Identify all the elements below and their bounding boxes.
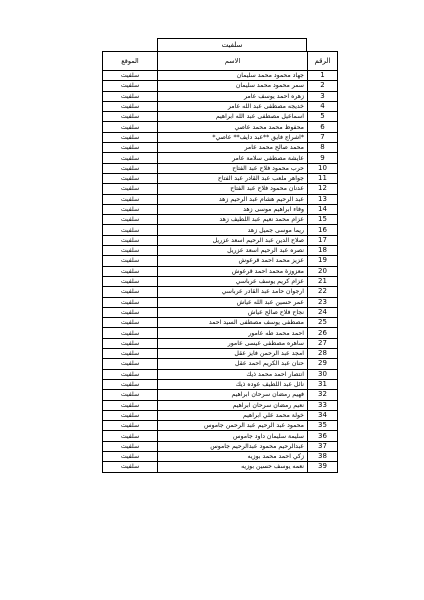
row-number: 12 <box>308 184 338 194</box>
table-body <box>103 71 338 473</box>
row-number: 14 <box>308 204 338 214</box>
row-number: 19 <box>308 256 338 266</box>
table-row <box>103 122 338 132</box>
row-name: محمود عبد الرحيم عبد الرحمن جاموس <box>158 421 308 431</box>
row-number: 21 <box>308 276 338 286</box>
row-number: 31 <box>308 379 338 389</box>
row-number: 10 <box>308 163 338 173</box>
row-name: نائل عبد اللطيف عوده ذيك <box>158 379 308 389</box>
row-number: 32 <box>308 390 338 400</box>
row-place: سلفيت <box>103 349 158 359</box>
row-name: نعيم رمضان سرحان ابراهيم <box>158 400 308 410</box>
row-place: سلفيت <box>103 204 158 214</box>
table-row <box>103 153 338 163</box>
header-place: الموقع <box>103 52 158 71</box>
row-number: 7 <box>308 132 338 142</box>
row-place: سلفيت <box>103 71 158 81</box>
table-row <box>103 359 338 369</box>
row-place: سلفيت <box>103 462 158 472</box>
row-place: سلفيت <box>103 184 158 194</box>
row-place: سلفيت <box>103 297 158 307</box>
row-number: 37 <box>308 441 338 451</box>
row-place: سلفيت <box>103 379 158 389</box>
row-name: عمر حسين عبد الله عياش <box>158 297 308 307</box>
table-row <box>103 101 338 111</box>
table-row <box>103 71 338 81</box>
row-name: امجد عبد الرحمن فايز عقل <box>158 349 308 359</box>
row-name: عدنان محمود فلاح عبد الفتاح <box>158 184 308 194</box>
row-place: سلفيت <box>103 143 158 153</box>
row-place: سلفيت <box>103 91 158 101</box>
row-place: سلفيت <box>103 173 158 183</box>
row-place: سلفيت <box>103 369 158 379</box>
row-number: 25 <box>308 318 338 328</box>
table-row <box>103 369 338 379</box>
table-row <box>103 287 338 297</box>
row-name: عبد الرحيم هشام عبد الرحيم زهد <box>158 194 308 204</box>
row-name: نصره عبد الرحيم اسعد عزريل <box>158 246 308 256</box>
row-number: 29 <box>308 359 338 369</box>
row-name: محفوظ محمد محمد عاصي <box>158 122 308 132</box>
row-name: احمد محمد طه عامور <box>158 328 308 338</box>
row-number: 33 <box>308 400 338 410</box>
row-name: زكي احمد محمد بوزيه <box>158 451 308 461</box>
table-row <box>103 132 338 142</box>
table-row <box>103 400 338 410</box>
row-place: سلفيت <box>103 132 158 142</box>
names-table <box>102 51 338 473</box>
row-place: سلفيت <box>103 328 158 338</box>
row-number: 18 <box>308 246 338 256</box>
row-name: عايشة مصطفى سلامة عامر <box>158 153 308 163</box>
table-row <box>103 112 338 122</box>
row-place: سلفيت <box>103 163 158 173</box>
row-place: سلفيت <box>103 410 158 420</box>
row-place: سلفيت <box>103 194 158 204</box>
row-name: حنان عبد الكريم احمد عقل <box>158 359 308 369</box>
row-number: 23 <box>308 297 338 307</box>
row-number: 30 <box>308 369 338 379</box>
row-number: 26 <box>308 328 338 338</box>
row-name: انتصار احمد محمد ذيك <box>158 369 308 379</box>
row-place: سلفيت <box>103 246 158 256</box>
row-number: 8 <box>308 143 338 153</box>
row-number: 5 <box>308 112 338 122</box>
table-row <box>103 143 338 153</box>
row-number: 17 <box>308 235 338 245</box>
row-name: خولة محمد علي ابراهيم <box>158 410 308 420</box>
table-row <box>103 390 338 400</box>
row-place: سلفيت <box>103 307 158 317</box>
row-number: 3 <box>308 91 338 101</box>
row-number: 35 <box>308 421 338 431</box>
row-number: 16 <box>308 225 338 235</box>
table-row <box>103 307 338 317</box>
row-place: سلفيت <box>103 338 158 348</box>
row-number: 38 <box>308 451 338 461</box>
table-row <box>103 256 338 266</box>
table-row <box>103 441 338 451</box>
row-name: سمر محمود محمد سليمان <box>158 81 308 91</box>
row-name: سليمة سليمان داود جاموس <box>158 431 308 441</box>
row-name: خديجه مصطفى عبد الله عامر <box>158 101 308 111</box>
row-name: حرب محمود فلاح عبد الفتاح <box>158 163 308 173</box>
row-number: 22 <box>308 287 338 297</box>
table-row <box>103 431 338 441</box>
table-row <box>103 338 338 348</box>
row-number: 39 <box>308 462 338 472</box>
table-row <box>103 215 338 225</box>
table-row <box>103 379 338 389</box>
group-title: سلفيت <box>157 38 307 51</box>
row-place: سلفيت <box>103 390 158 400</box>
table-header-row <box>103 52 338 71</box>
row-place: سلفيت <box>103 101 158 111</box>
table-row <box>103 81 338 91</box>
table-row <box>103 410 338 420</box>
row-name: صلاح الدين عبد الرحيم اسعد عزريل <box>158 235 308 245</box>
row-number: 24 <box>308 307 338 317</box>
row-name: ريما موسى جميل زهد <box>158 225 308 235</box>
row-number: 28 <box>308 349 338 359</box>
table-row <box>103 297 338 307</box>
row-name: عزيز محمد احمد قرعوش <box>158 256 308 266</box>
row-name: عبدالرحيم محمود عبدالرحيم جاموس <box>158 441 308 451</box>
row-number: 36 <box>308 431 338 441</box>
table-row <box>103 451 338 461</box>
row-name: محمد صالح محمد عامر <box>158 143 308 153</box>
row-place: سلفيت <box>103 441 158 451</box>
row-name: فهيم رمضان سرحان ابراهيم <box>158 390 308 400</box>
row-place: سلفيت <box>103 225 158 235</box>
row-place: سلفيت <box>103 318 158 328</box>
row-place: سلفيت <box>103 215 158 225</box>
row-name: جهاد محمود محمد سليمان <box>158 71 308 81</box>
row-number: 11 <box>308 173 338 183</box>
header-name: الاسم <box>158 52 308 71</box>
row-number: 20 <box>308 266 338 276</box>
row-place: سلفيت <box>103 421 158 431</box>
row-name: مصطفى يوسف مصطفى السيد احمد <box>158 318 308 328</box>
row-place: سلفيت <box>103 287 158 297</box>
table-row <box>103 91 338 101</box>
row-place: سلفيت <box>103 235 158 245</box>
table-row <box>103 328 338 338</box>
row-place: سلفيت <box>103 81 158 91</box>
row-name: نجاح فلاح صالح عياش <box>158 307 308 317</box>
row-place: سلفيت <box>103 266 158 276</box>
row-name: وفاء ابراهيم موسى زهد <box>158 204 308 214</box>
table-row <box>103 204 338 214</box>
row-place: سلفيت <box>103 359 158 369</box>
row-place: سلفيت <box>103 400 158 410</box>
table-row <box>103 421 338 431</box>
row-place: سلفيت <box>103 431 158 441</box>
row-place: سلفيت <box>103 256 158 266</box>
row-name: عزام كريم يوسف عرباسي <box>158 276 308 286</box>
row-number: 27 <box>308 338 338 348</box>
row-number: 4 <box>308 101 338 111</box>
row-name: اسماعيل مصطفى عبد الله ابراهيم <box>158 112 308 122</box>
row-name: ارجوان حامد عبد القادر عرباسي <box>158 287 308 297</box>
row-place: سلفيت <box>103 451 158 461</box>
table-row <box>103 225 338 235</box>
row-name: عزام محمد نعيم عبد اللطيف زهد <box>158 215 308 225</box>
row-name: جواهر ملعب عبد القادر عبد الفتاح <box>158 173 308 183</box>
table-row <box>103 318 338 328</box>
row-number: 2 <box>308 81 338 91</box>
row-name: ساهره مصطفى عيسى عامور <box>158 338 308 348</box>
table-row <box>103 184 338 194</box>
table-row <box>103 173 338 183</box>
row-name: معزوزة محمد احمد قرعوش <box>158 266 308 276</box>
row-number: 13 <box>308 194 338 204</box>
row-number: 6 <box>308 122 338 132</box>
row-place: سلفيت <box>103 153 158 163</box>
row-number: 9 <box>308 153 338 163</box>
table-row <box>103 246 338 256</box>
table-row <box>103 349 338 359</box>
table-row <box>103 462 338 472</box>
row-place: سلفيت <box>103 276 158 286</box>
table-row <box>103 194 338 204</box>
row-number: 1 <box>308 71 338 81</box>
row-name: نعمه يوسف حسين بوزيه <box>158 462 308 472</box>
table-row <box>103 266 338 276</box>
table-row <box>103 276 338 286</box>
header-number: الرقم <box>308 52 338 71</box>
table-row <box>103 235 338 245</box>
row-number: 15 <box>308 215 338 225</box>
table-row <box>103 163 338 173</box>
row-place: سلفيت <box>103 112 158 122</box>
row-place: سلفيت <box>103 122 158 132</box>
row-name: *اشراج فايق **عبد دايف** عاصي* <box>158 132 308 142</box>
row-number: 34 <box>308 410 338 420</box>
row-name: زهره احمد يوسف عامر <box>158 91 308 101</box>
